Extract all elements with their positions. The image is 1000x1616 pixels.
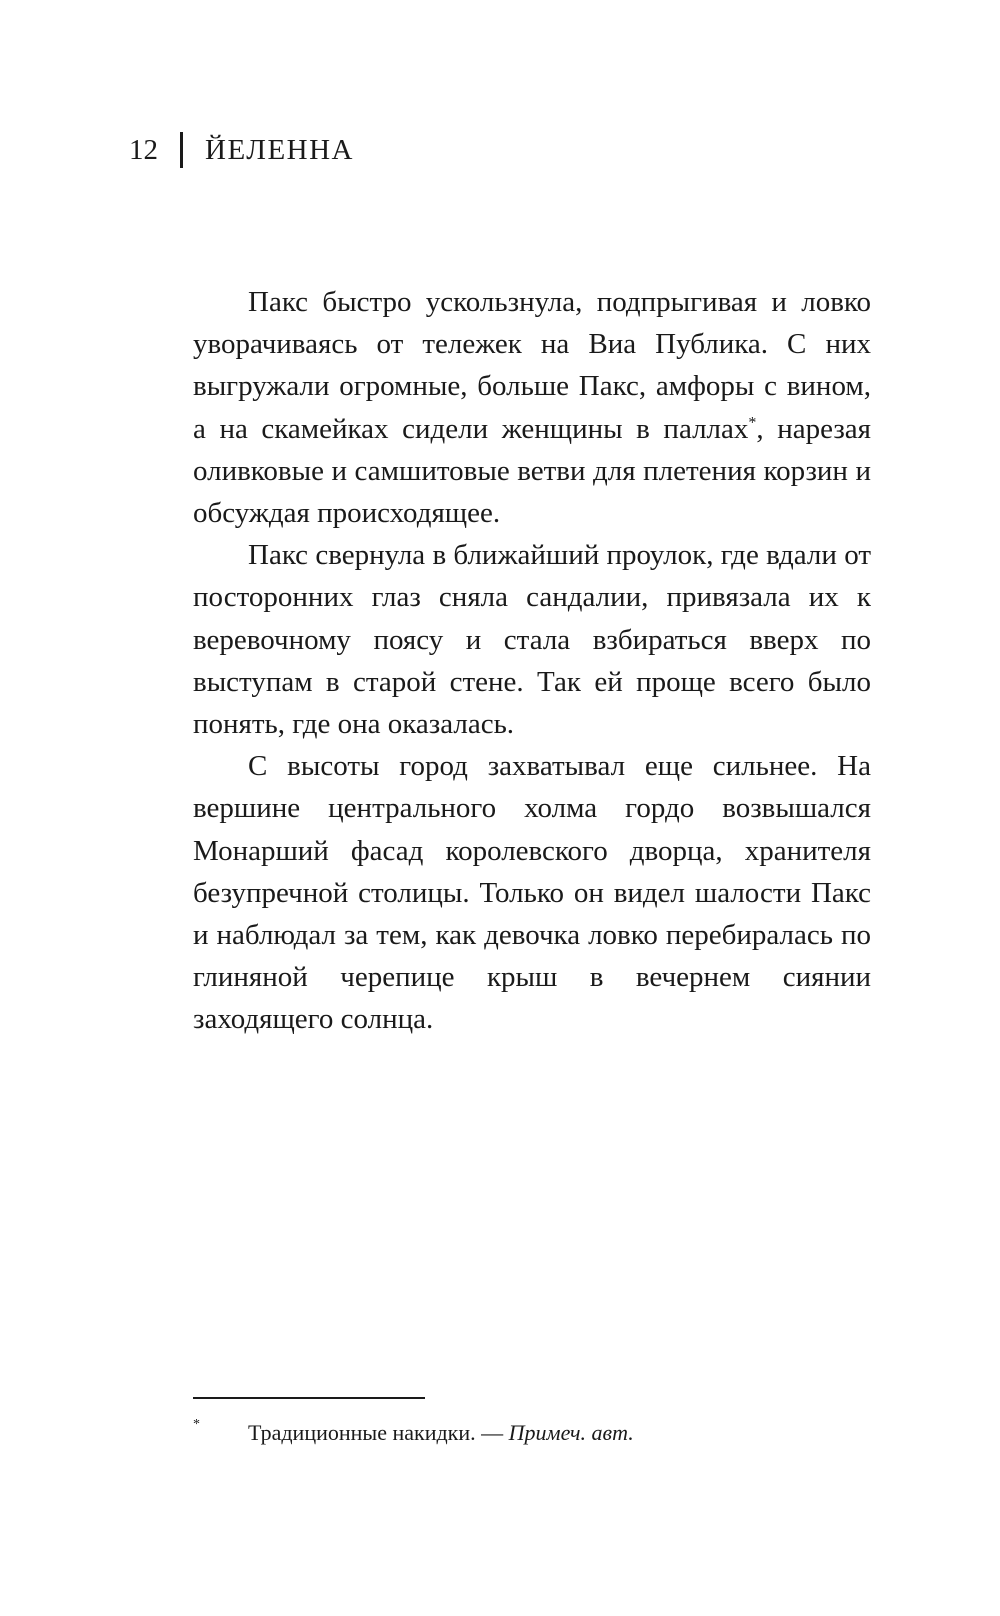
page-number: 12: [129, 134, 158, 166]
footnote-rule: [193, 1397, 425, 1399]
paragraph-1: [193, 281, 871, 534]
running-head: [129, 130, 354, 170]
chapter-title: ЙЕЛЕННА: [205, 134, 354, 166]
footnote-text: Традиционные накидки. —: [248, 1420, 509, 1445]
paragraph-3: С высоты город захватывал еще сильнее. На вершине центрального холма гордо возвышался Монарший фасад королевского дворца, хранителя безупречной столицы. Только он видел шалости Пакс и наблюдал за тем, как девочка ловко перебиралась по глиняной черепице крыш в вечернем сиянии заходящего солнца.: [193, 750, 871, 1036]
header-divider: [180, 132, 183, 168]
paragraph-2: Пакс свернула в ближайший проулок, где вдали от посторонних глаз сняла сандалии, привязала их к веревочному поясу и стала взбираться вверх по выступам в старой стене. Так ей проще всего было понять, где она оказалась.: [193, 539, 871, 741]
footnote-note: Примеч. авт.: [508, 1420, 634, 1445]
paragraph-1-text-a: Пакс быстро ускользнула, подпрыгивая и ловко уворачиваясь от тележек на Виа Публика. С них выгружали огромные, больше Пакс, амфоры с вином, а на скамейках сидели женщины в паллах: [193, 286, 871, 445]
footnote: [193, 1418, 873, 1448]
body-text: [193, 281, 871, 1041]
paragraph-1-text-b: , нарезая оливковые и самшитовые ветви для плетения корзин и обсуждая происходящее.: [193, 412, 871, 530]
footnote-reference-mark: *: [748, 413, 757, 431]
footnote-marker: *: [193, 1417, 200, 1432]
